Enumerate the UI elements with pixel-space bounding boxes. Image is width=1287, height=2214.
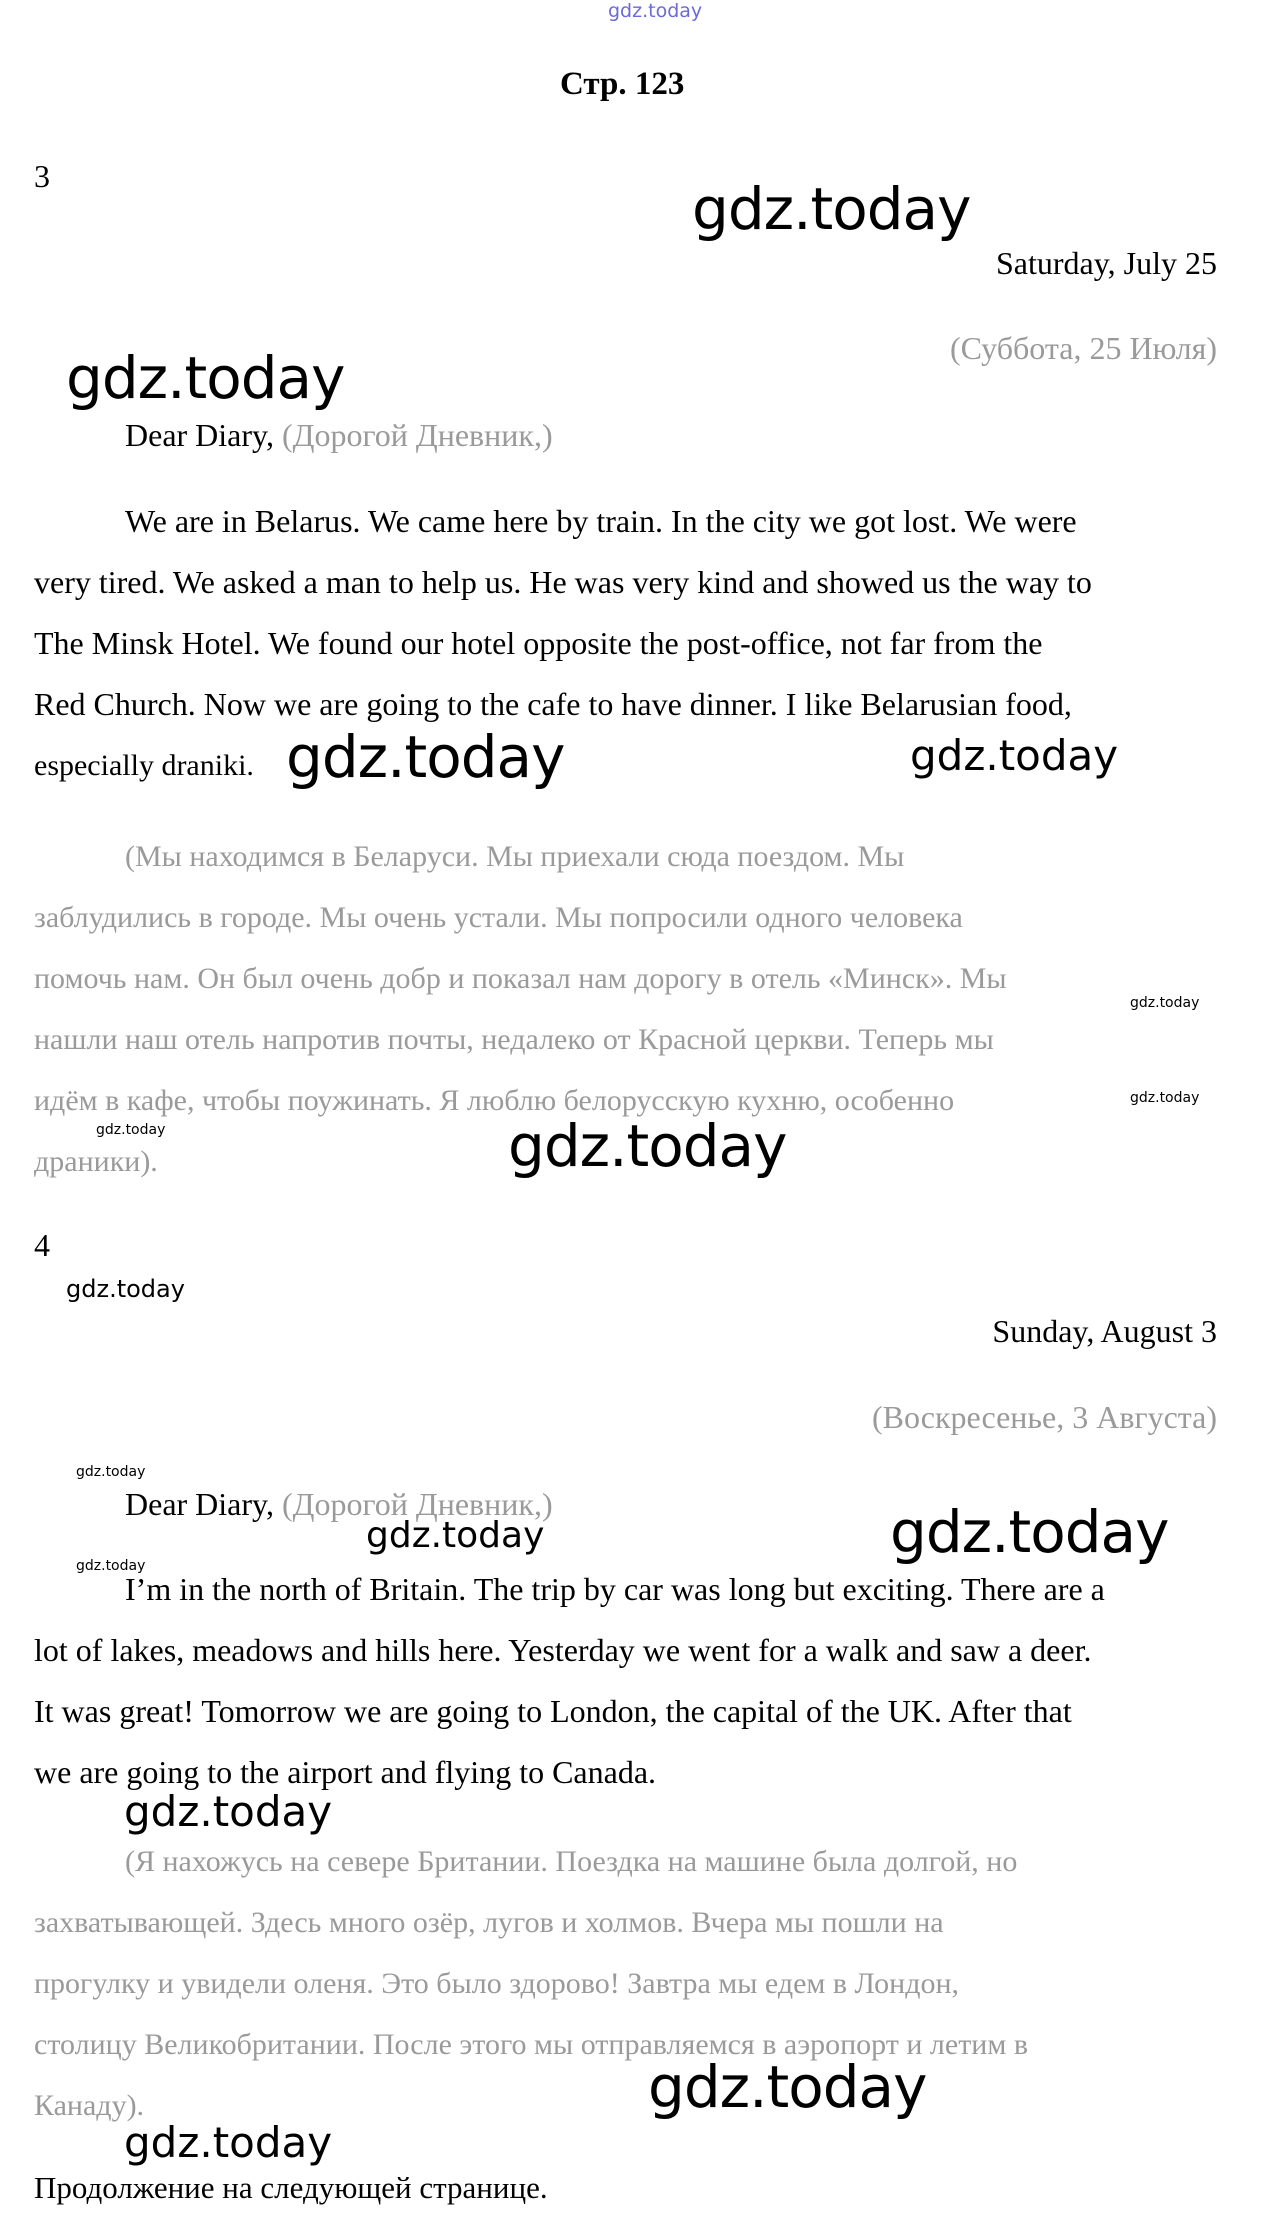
text-line: захватывающей. Здесь много озёр, лугов и холмов. Вчера мы пошли на	[34, 1906, 944, 1939]
text-line: We are in Belarus. We came here by train. In the city we got lost. We were	[125, 503, 1077, 539]
watermark: gdz.today	[76, 1464, 146, 1480]
text-line: (Я нахожусь на севере Британии. Поездка на машине была долгой, но	[125, 1845, 1018, 1878]
text-line: прогулку и увидели оленя. Это было здорово! Завтра мы едем в Лондон,	[34, 1967, 960, 2000]
text-line: The Minsk Hotel. We found our hotel opposite the post-office, not far from the	[34, 625, 1043, 661]
task-4-diary-text	[34, 1559, 1264, 1803]
task-3-greeting-en: Dear Diary,	[125, 417, 274, 453]
task-3-number: 3	[34, 158, 50, 194]
text-line: Канаду).	[34, 2089, 145, 2122]
watermark: gdz.today	[96, 1122, 166, 1138]
watermark: gdz.today	[890, 1498, 1169, 1566]
watermark: gdz.today	[66, 344, 345, 412]
text-line: I’m in the north of Britain. The trip by car was long but exciting. There are a	[125, 1571, 1105, 1607]
text-line: идём в кафе, чтобы поужинать. Я люблю белорусскую кухню, особенно	[34, 1084, 955, 1117]
watermark: gdz.today	[66, 1275, 185, 1303]
watermark: gdz.today	[76, 1558, 146, 1574]
text-line: заблудились в городе. Мы очень устали. Мы попросили одного человека	[34, 901, 963, 934]
text-line: we are going to the airport and flying to Canada.	[34, 1754, 657, 1790]
task-4-number: 4	[34, 1227, 50, 1263]
watermark: gdz.today	[692, 175, 971, 243]
task-3-date: Saturday, July 25	[995, 245, 1217, 281]
task-4-date-translation: (Воскресенье, 3 Августа)	[871, 1399, 1217, 1435]
task-4-greeting-ru: (Дорогой Дневник,)	[281, 1486, 553, 1522]
text-line: It was great! Tomorrow we are going to London, the capital of the UK. After that	[34, 1693, 1072, 1729]
watermark: gdz.today	[1130, 1090, 1200, 1106]
task-4-date: Sunday, August 3	[992, 1313, 1217, 1349]
watermark: gdz.today	[1130, 995, 1200, 1011]
text-line: драники).	[34, 1145, 158, 1178]
text-line: (Мы находимся в Беларуси. Мы приехали сюда поездом. Мы	[125, 840, 905, 873]
watermark: gdz.today	[648, 2053, 927, 2121]
watermark: gdz.today	[508, 1112, 787, 1180]
text-line: нашли наш отель напротив почты, недалеко от Красной церкви. Теперь мы	[34, 1023, 994, 1056]
task-3-greeting-ru: (Дорогой Дневник,)	[281, 417, 553, 453]
continued-note: Продолжение на следующей странице.	[34, 2170, 548, 2205]
watermark: gdz.today	[366, 1515, 545, 1556]
watermark: gdz.today	[910, 731, 1119, 780]
watermark: gdz.today	[286, 723, 565, 791]
text-line: столицу Великобритании. После этого мы отправляемся в аэропорт и летим в	[34, 2028, 1029, 2061]
text-line: помочь нам. Он был очень добр и показал нам дорогу в отель «Минск». Мы	[34, 962, 1007, 995]
top-watermark: gdz.today	[608, 0, 703, 22]
watermark: gdz.today	[124, 1787, 333, 1836]
text-line: very tired. We asked a man to help us. He was very kind and showed us the way to	[34, 564, 1092, 600]
task-3-greeting	[125, 405, 553, 466]
text-line: lot of lakes, meadows and hills here. Yesterday we went for a walk and saw a deer.	[34, 1632, 1092, 1668]
task-3-date-translation: (Суббота, 25 Июля)	[949, 330, 1217, 366]
task-4-greeting-en: Dear Diary,	[125, 1486, 274, 1522]
text-line: especially draniki.	[34, 749, 254, 782]
page-title: Стр. 123	[560, 66, 685, 102]
watermark: gdz.today	[124, 2118, 333, 2167]
text-line: Red Church. Now we are going to the cafe to have dinner. I like Belarusian food,	[34, 686, 1072, 722]
